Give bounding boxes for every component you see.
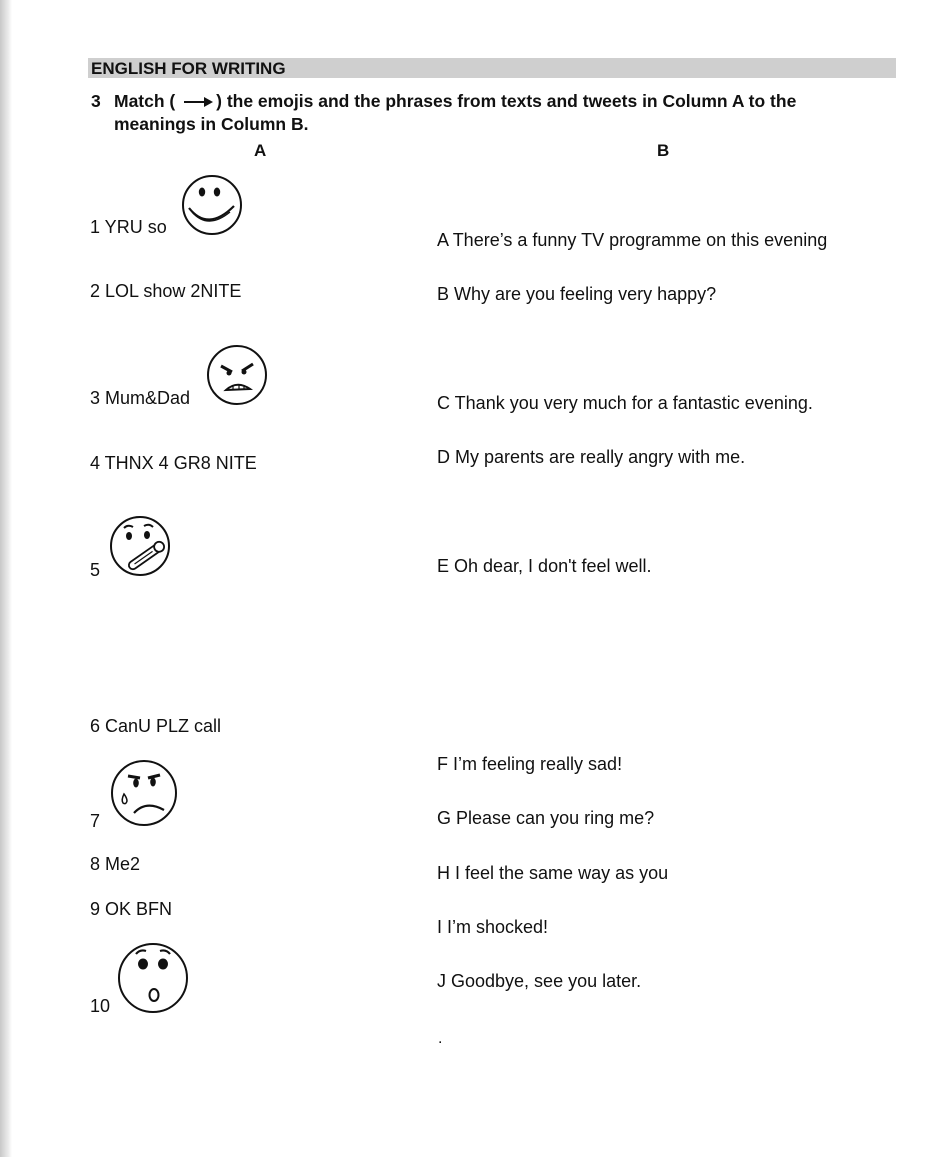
column-a-item-5: 5 <box>90 560 101 580</box>
column-b-item-f: F I’m feeling really sad! <box>437 754 623 774</box>
angry-face-icon <box>204 342 270 408</box>
column-b-item-a: A There’s a funny TV programme on this evening <box>437 230 828 250</box>
page-edge-shadow <box>0 0 12 1157</box>
column-b-item-h: H I feel the same way as you <box>437 863 669 883</box>
column-a-item-1: 1 YRU so <box>90 217 167 237</box>
instruction-before-arrow: Match ( <box>114 91 176 111</box>
column-b-item-i: I I’m shocked! <box>437 917 549 937</box>
column-a-heading: A <box>254 141 267 160</box>
column-b-item-j: J Goodbye, see you later. <box>437 971 642 991</box>
column-a-item-7: 7 <box>90 811 101 831</box>
column-a-item-9: 9 OK BFN <box>90 899 173 919</box>
column-a-item-2: 2 LOL show 2NITE <box>90 281 242 301</box>
column-b-item-c: C Thank you very much for a fantastic evening. <box>437 393 813 413</box>
section-title: ENGLISH FOR WRITING <box>91 59 286 78</box>
arrow-icon <box>180 96 216 108</box>
column-b-item-d: D My parents are really angry with me. <box>437 447 746 467</box>
column-b-heading: B <box>657 141 670 160</box>
column-a-item-3: 3 Mum&Dad <box>90 388 191 408</box>
column-b-item-e: E Oh dear, I don't feel well. <box>437 556 652 576</box>
trailing-mark: . <box>438 1030 443 1047</box>
column-a-item-4: 4 THNX 4 GR8 NITE <box>90 453 257 473</box>
column-a-item-8: 8 Me2 <box>90 854 141 874</box>
instruction-line-2: meanings in Column B. <box>114 114 309 134</box>
column-a-item-6: 6 CanU PLZ call <box>90 716 222 736</box>
happy-smiley-icon <box>178 172 246 238</box>
instruction-after-arrow: ) the emojis and the phrases from texts and tweets in Column A to the <box>216 91 797 111</box>
exercise-number: 3 <box>91 91 101 111</box>
column-b-item-b: B Why are you feeling very happy? <box>437 284 717 304</box>
sad-crying-face-icon <box>108 758 180 828</box>
sick-thermometer-face-icon <box>106 514 174 578</box>
column-a-item-10: 10 <box>90 996 111 1016</box>
column-b-item-g: G Please can you ring me? <box>437 808 655 828</box>
instruction-line-1 <box>114 90 796 113</box>
shocked-face-icon <box>116 940 190 1016</box>
